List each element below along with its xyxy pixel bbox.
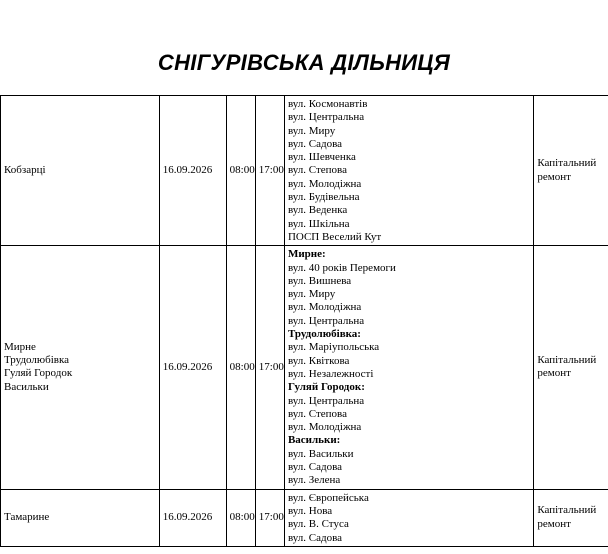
table-row [1,489,608,546]
street-name: вул. Космонавтів [287,98,368,110]
location-name: Тамарине [4,511,50,524]
work-type: ремонт [537,170,571,183]
start-time: 08:00 [229,511,255,524]
location-cell [1,246,160,489]
start-time: 08:00 [229,360,255,373]
street-name: вул. Шевченка [287,151,356,164]
street-name: вул. Нова [287,504,333,517]
table-row [1,96,608,246]
date-value: 16.09.2026 [162,360,213,373]
end-time-cell [255,96,284,246]
settlement-heading: Трудолюбівка: [287,328,361,341]
work-type: Капітальний [537,354,597,367]
work-type: Капітальний [537,504,597,517]
end-time-cell [255,489,284,546]
end-time: 17:00 [258,163,284,176]
work-type: ремонт [537,367,571,380]
street-name: вул. Європейська [287,491,369,504]
street-name: вул. Маріупольська [287,341,380,354]
end-time: 17:00 [258,360,284,373]
street-name: вул. Садова [287,461,343,474]
street-name: вул. Миру [287,288,336,301]
start-time-cell [226,246,255,489]
street-name: вул. Вишнева [287,274,352,287]
location-cell [1,489,160,546]
start-time-cell [226,96,255,246]
street-name: вул. Квіткова [287,354,350,367]
settlement-heading: Васильки: [287,434,341,447]
streets-cell [284,246,533,489]
streets-cell [284,96,533,246]
street-name: вул. Зелена [287,474,341,487]
street-name: вул. Центральна [287,314,365,327]
start-time-cell [226,489,255,546]
street-name: вул. Молодіжна [287,301,362,314]
start-time: 08:00 [229,163,255,176]
work-type: Капітальний [537,157,597,170]
location-name: Трудолюбівка [4,354,70,367]
street-name: вул. Центральна [287,394,365,407]
streets-cell [284,489,533,546]
date-cell [159,246,226,489]
end-time: 17:00 [258,511,284,524]
street-name: вул. Степова [287,164,347,177]
street-name: вул. Садова [287,137,343,150]
work-type-cell [534,96,608,246]
work-type: ремонт [537,517,571,530]
street-name: вул. Шкільна [287,217,350,230]
street-name: вул. Центральна [287,111,365,124]
street-name: вул. 40 років Перемоги [287,261,396,274]
settlement-heading: Гуляй Городок: [287,381,365,394]
date-cell [159,96,226,246]
date-value: 16.09.2026 [162,163,213,176]
street-name: вул. Незалежності [287,367,374,380]
schedule-table [0,95,608,547]
street-name: вул. Садова [287,531,343,544]
street-name: вул. Степова [287,407,347,420]
location-name: Васильки [4,380,49,393]
settlement-heading: Мирне: [287,248,326,261]
location-cell [1,96,160,246]
street-name: вул. Молодіжна [287,177,362,190]
street-name: вул. Веденка [287,204,348,217]
location-name: Кобзарці [4,163,46,176]
street-name: вул. Молодіжна [287,421,362,434]
location-name: Мирне [4,340,36,353]
work-type-cell [534,246,608,489]
street-name: вул. В. Стуса [287,518,349,531]
street-name: ПОСП Веселий Кут [287,230,382,243]
end-time-cell [255,246,284,489]
work-type-cell [534,489,608,546]
street-name: вул. Будівельна [287,191,360,204]
street-name: вул. Васильки [287,447,354,460]
street-name: вул. Миру [287,124,336,137]
table-row [1,246,608,489]
date-value: 16.09.2026 [162,511,213,524]
page-title: СНІГУРІВСЬКА ДІЛЬНИЦЯ [157,50,451,75]
date-cell [159,489,226,546]
location-name: Гуляй Городок [4,367,73,380]
